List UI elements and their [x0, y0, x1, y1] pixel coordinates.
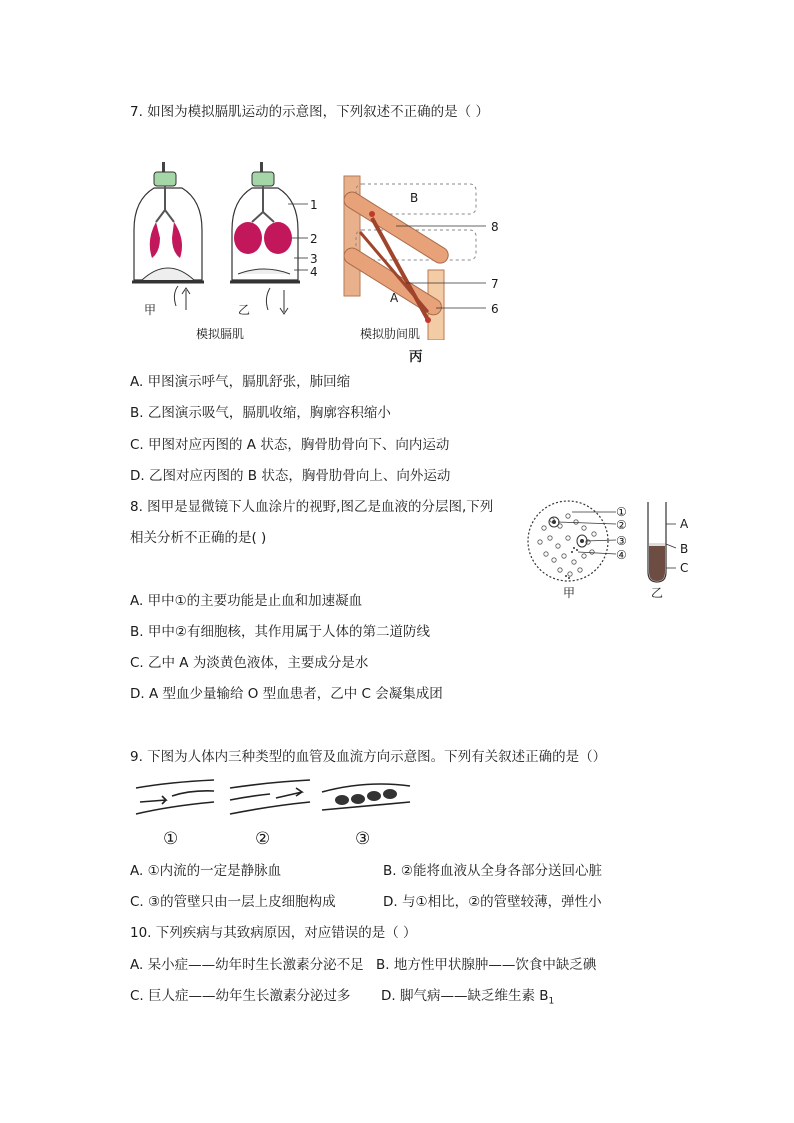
q10-option-a: A. 呆小症——幼年时生长激素分泌不足	[130, 957, 364, 973]
vessel-vein	[230, 780, 310, 814]
q7-label-jia: 甲	[144, 303, 157, 317]
q8-option-c: C. 乙中 A 为淡黄色液体，主要成分是水	[130, 655, 369, 671]
q7-option-c: C. 甲图对应丙图的 A 状态，胸骨肋骨向下、向内运动	[130, 437, 450, 453]
q7-mark-4: 4	[310, 265, 318, 279]
q8-stem-line1: 8. 图甲是显微镜下人血涂片的视野,图乙是血液的分层图,下列	[130, 499, 494, 515]
q7-mark-3: 3	[310, 252, 318, 266]
q8-mark-1: ①	[616, 505, 627, 519]
q7-mark-1: 1	[310, 198, 318, 212]
vessel-capillary	[322, 784, 410, 810]
q8-mark-4: ④	[616, 548, 627, 562]
q7-mark-2: 2	[310, 232, 318, 246]
q7-mark-6: 6	[491, 302, 499, 316]
q8-tube-label-c: C	[680, 561, 689, 575]
q10-option-d-text: D. 脚气病——缺乏维生素 B	[381, 988, 549, 1004]
q7-option-b: B. 乙图演示吸气，膈肌收缩，胸廓容积缩小	[130, 405, 391, 421]
q8-label-yi: 乙	[651, 586, 664, 600]
q9-option-d: D. 与①相比，②的管壁较薄，弹性小	[383, 894, 602, 910]
q8-tube-label-b: B	[680, 542, 689, 556]
q8-stem-line2: 相关分析不正确的是( )	[130, 530, 267, 546]
q9-label-2: ②	[255, 829, 271, 849]
q8-mark-2: ②	[616, 518, 627, 532]
q9-stem: 9. 下图为人体内三种类型的血管及血流方向示意图。下列有关叙述正确的是（）	[130, 749, 607, 765]
q7-figure-diaphragm	[128, 160, 328, 340]
q8-tube-label-a: A	[680, 517, 689, 531]
vessel-artery	[136, 780, 214, 814]
q8-option-a: A. 甲中①的主要功能是止血和加速凝血	[130, 593, 363, 609]
q7-option-d: D. 乙图对应丙图的 B 状态，胸骨肋骨向上、向外运动	[130, 468, 451, 484]
q9-label-3: ③	[355, 829, 371, 849]
q10-option-d	[381, 987, 554, 1011]
q10-stem: 10. 下列疾病与其致病原因，对应错误的是（ ）	[130, 925, 417, 941]
q7-label-yi: 乙	[238, 303, 251, 317]
q8-mark-3: ③	[616, 534, 627, 548]
q8-option-b: B. 甲中②有细胞核，其作用属于人体的第二道防线	[130, 624, 430, 640]
q10-option-d-subscript: 1	[548, 996, 555, 1007]
q9-figure-vessels	[130, 776, 420, 822]
q7-mark-a: A	[390, 291, 399, 305]
q9-option-a: A. ①内流的一定是静脉血	[130, 863, 282, 879]
q7-stem: 7. 如图为模拟膈肌运动的示意图，下列叙述不正确的是（ ）	[130, 104, 489, 120]
q7-mark-7: 7	[491, 277, 499, 291]
bell-jar-yi	[230, 162, 308, 314]
q7-option-a: A. 甲图演示呼气，膈肌舒张，肺回缩	[130, 374, 351, 390]
bell-jar-jia	[132, 162, 204, 310]
q8-label-jia: 甲	[563, 586, 576, 600]
q7-mark-b: B	[410, 191, 419, 205]
q9-option-c: C. ③的管壁只由一层上皮细胞构成	[130, 894, 336, 910]
q9-option-b: B. ②能将血液从全身各部分送回心脏	[383, 863, 602, 879]
q7-mark-8: 8	[491, 220, 499, 234]
q10-option-b: B. 地方性甲状腺肿——饮食中缺乏碘	[376, 957, 597, 973]
q9-label-1: ①	[163, 829, 179, 849]
q7-caption-right: 模拟肋间肌	[360, 327, 421, 341]
q7-label-bing: 丙	[409, 349, 423, 365]
q8-option-d: D. A 型血少量输给 O 型血患者，乙中 C 会凝集成团	[130, 686, 443, 702]
q10-option-c: C. 巨人症——幼年生长激素分泌过多	[130, 988, 351, 1004]
q7-caption-left: 模拟膈肌	[196, 327, 245, 341]
